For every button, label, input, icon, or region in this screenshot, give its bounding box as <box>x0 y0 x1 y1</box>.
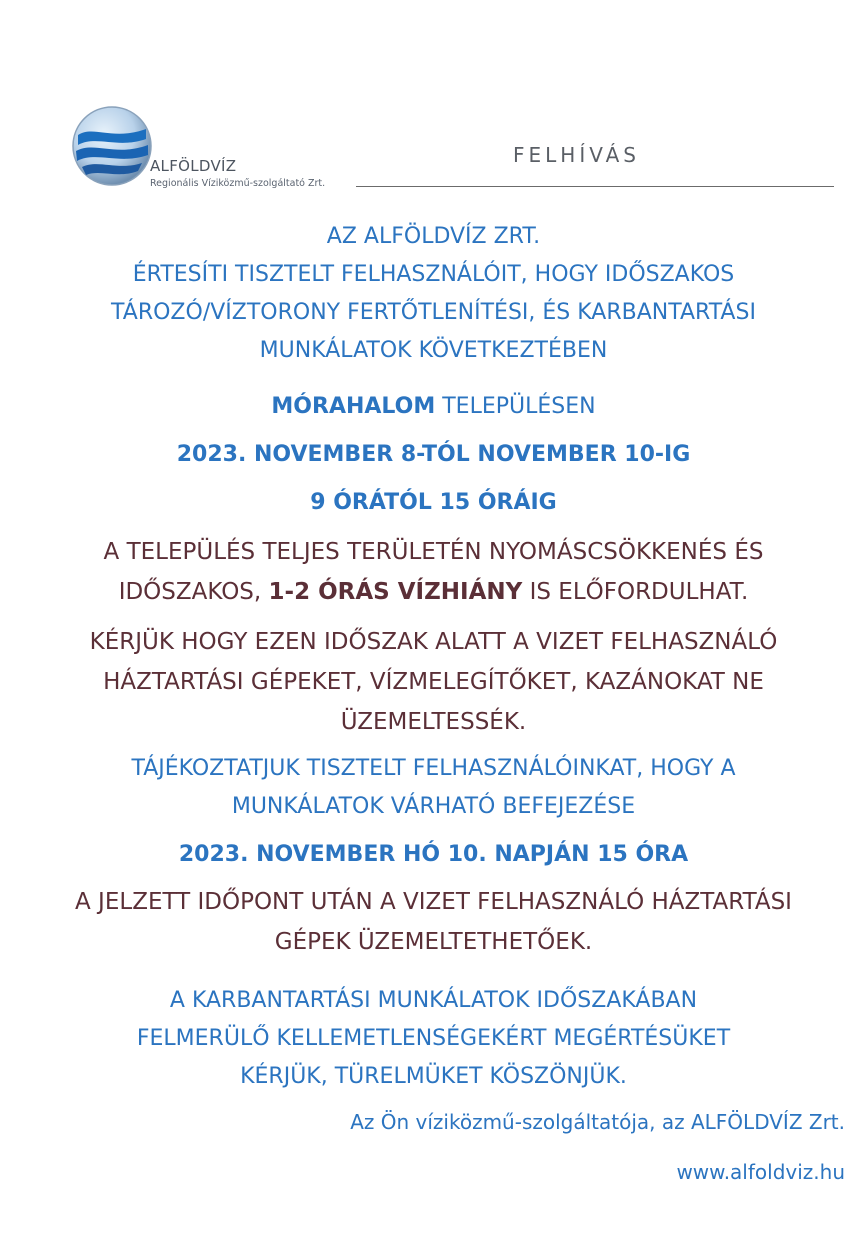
header-divider <box>356 186 834 187</box>
apology-line: KÉRJÜK, TÜRELMÜKET KÖSZÖNJÜK. <box>240 1064 627 1089</box>
info-line: MUNKÁLATOK VÁRHATÓ BEFEJEZÉSE <box>231 794 636 819</box>
after-line: GÉPEK ÜZEMELTETHETŐEK. <box>274 929 593 955</box>
apology-line: A KARBANTARTÁSI MUNKÁLATOK IDŐSZAKÁBAN <box>169 988 698 1013</box>
request-block <box>0 622 867 742</box>
request-line: KÉRJÜK HOGY EZEN IDŐSZAK ALATT A VIZET FELHASZNÁLÓ <box>89 629 778 655</box>
settlement-name: MÓRAHALOM <box>271 394 436 419</box>
intro-line: ÉRTESÍTI TISZTELT FELHASZNÁLÓIT, HOGY IDŐSZAKOS <box>132 262 735 287</box>
effect-text: IDŐSZAKOS, <box>118 579 269 605</box>
after-line: A JELZETT IDŐPONT UTÁN A VIZET FELHASZNÁLÓ HÁZTARTÁSI <box>75 889 792 915</box>
time-range: 9 ÓRÁTÓL 15 ÓRÁIG <box>310 490 557 515</box>
request-line: HÁZTARTÁSI GÉPEKET, VÍZMELEGÍTŐKET, KAZÁNOKAT NE <box>103 669 764 695</box>
intro-line: MUNKÁLATOK KÖVETKEZTÉBEN <box>259 338 608 363</box>
date-range: 2023. NOVEMBER 8-TÓL NOVEMBER 10-IG <box>176 442 691 467</box>
intro-line: TÁROZÓ/VÍZTORONY FERTŐTLENÍTÉSI, ÉS KARBANTARTÁSI <box>111 300 756 325</box>
logo-tagline: Regionális Víziközmű-szolgáltató Zrt. <box>150 178 326 189</box>
info-line: TÁJÉKOZTATJUK TISZTELT FELHASZNÁLÓINKAT, HOGY A <box>131 756 736 781</box>
info-block <box>0 750 867 826</box>
end-date: 2023. NOVEMBER HÓ 10. NAPJÁN 15 ÓRA <box>178 842 689 867</box>
notice-title: FELHÍVÁS <box>513 143 640 167</box>
alfoldviz-logo-icon <box>68 105 156 187</box>
logo-name: ALFÖLDVÍZ <box>150 157 237 175</box>
apology-block <box>0 982 867 1096</box>
effect-line <box>0 572 867 612</box>
water-outage-highlight: 1-2 ÓRÁS VÍZHIÁNY <box>268 579 523 605</box>
request-line: ÜZEMELTESSÉK. <box>340 709 527 735</box>
effect-text: IS ELŐFORDULHAT. <box>522 579 749 605</box>
signature: Az Ön víziközmű-szolgáltatója, az ALFÖLDVÍZ Zrt. <box>350 1110 845 1134</box>
website-link[interactable]: www.alfoldviz.hu <box>676 1160 845 1184</box>
after-block <box>0 882 867 962</box>
intro-block <box>0 218 867 370</box>
apology-line: FELMERÜLŐ KELLEMETLENSÉGEKÉRT MEGÉRTÉSÜKET <box>136 1026 731 1051</box>
settlement-line <box>0 388 867 426</box>
settlement-suffix: TELEPÜLÉSEN <box>435 394 596 419</box>
intro-line: AZ ALFÖLDVÍZ ZRT. <box>326 224 541 249</box>
effect-block <box>0 532 867 612</box>
effect-line: A TELEPÜLÉS TELJES TERÜLETÉN NYOMÁSCSÖKKENÉS ÉS <box>103 539 764 565</box>
